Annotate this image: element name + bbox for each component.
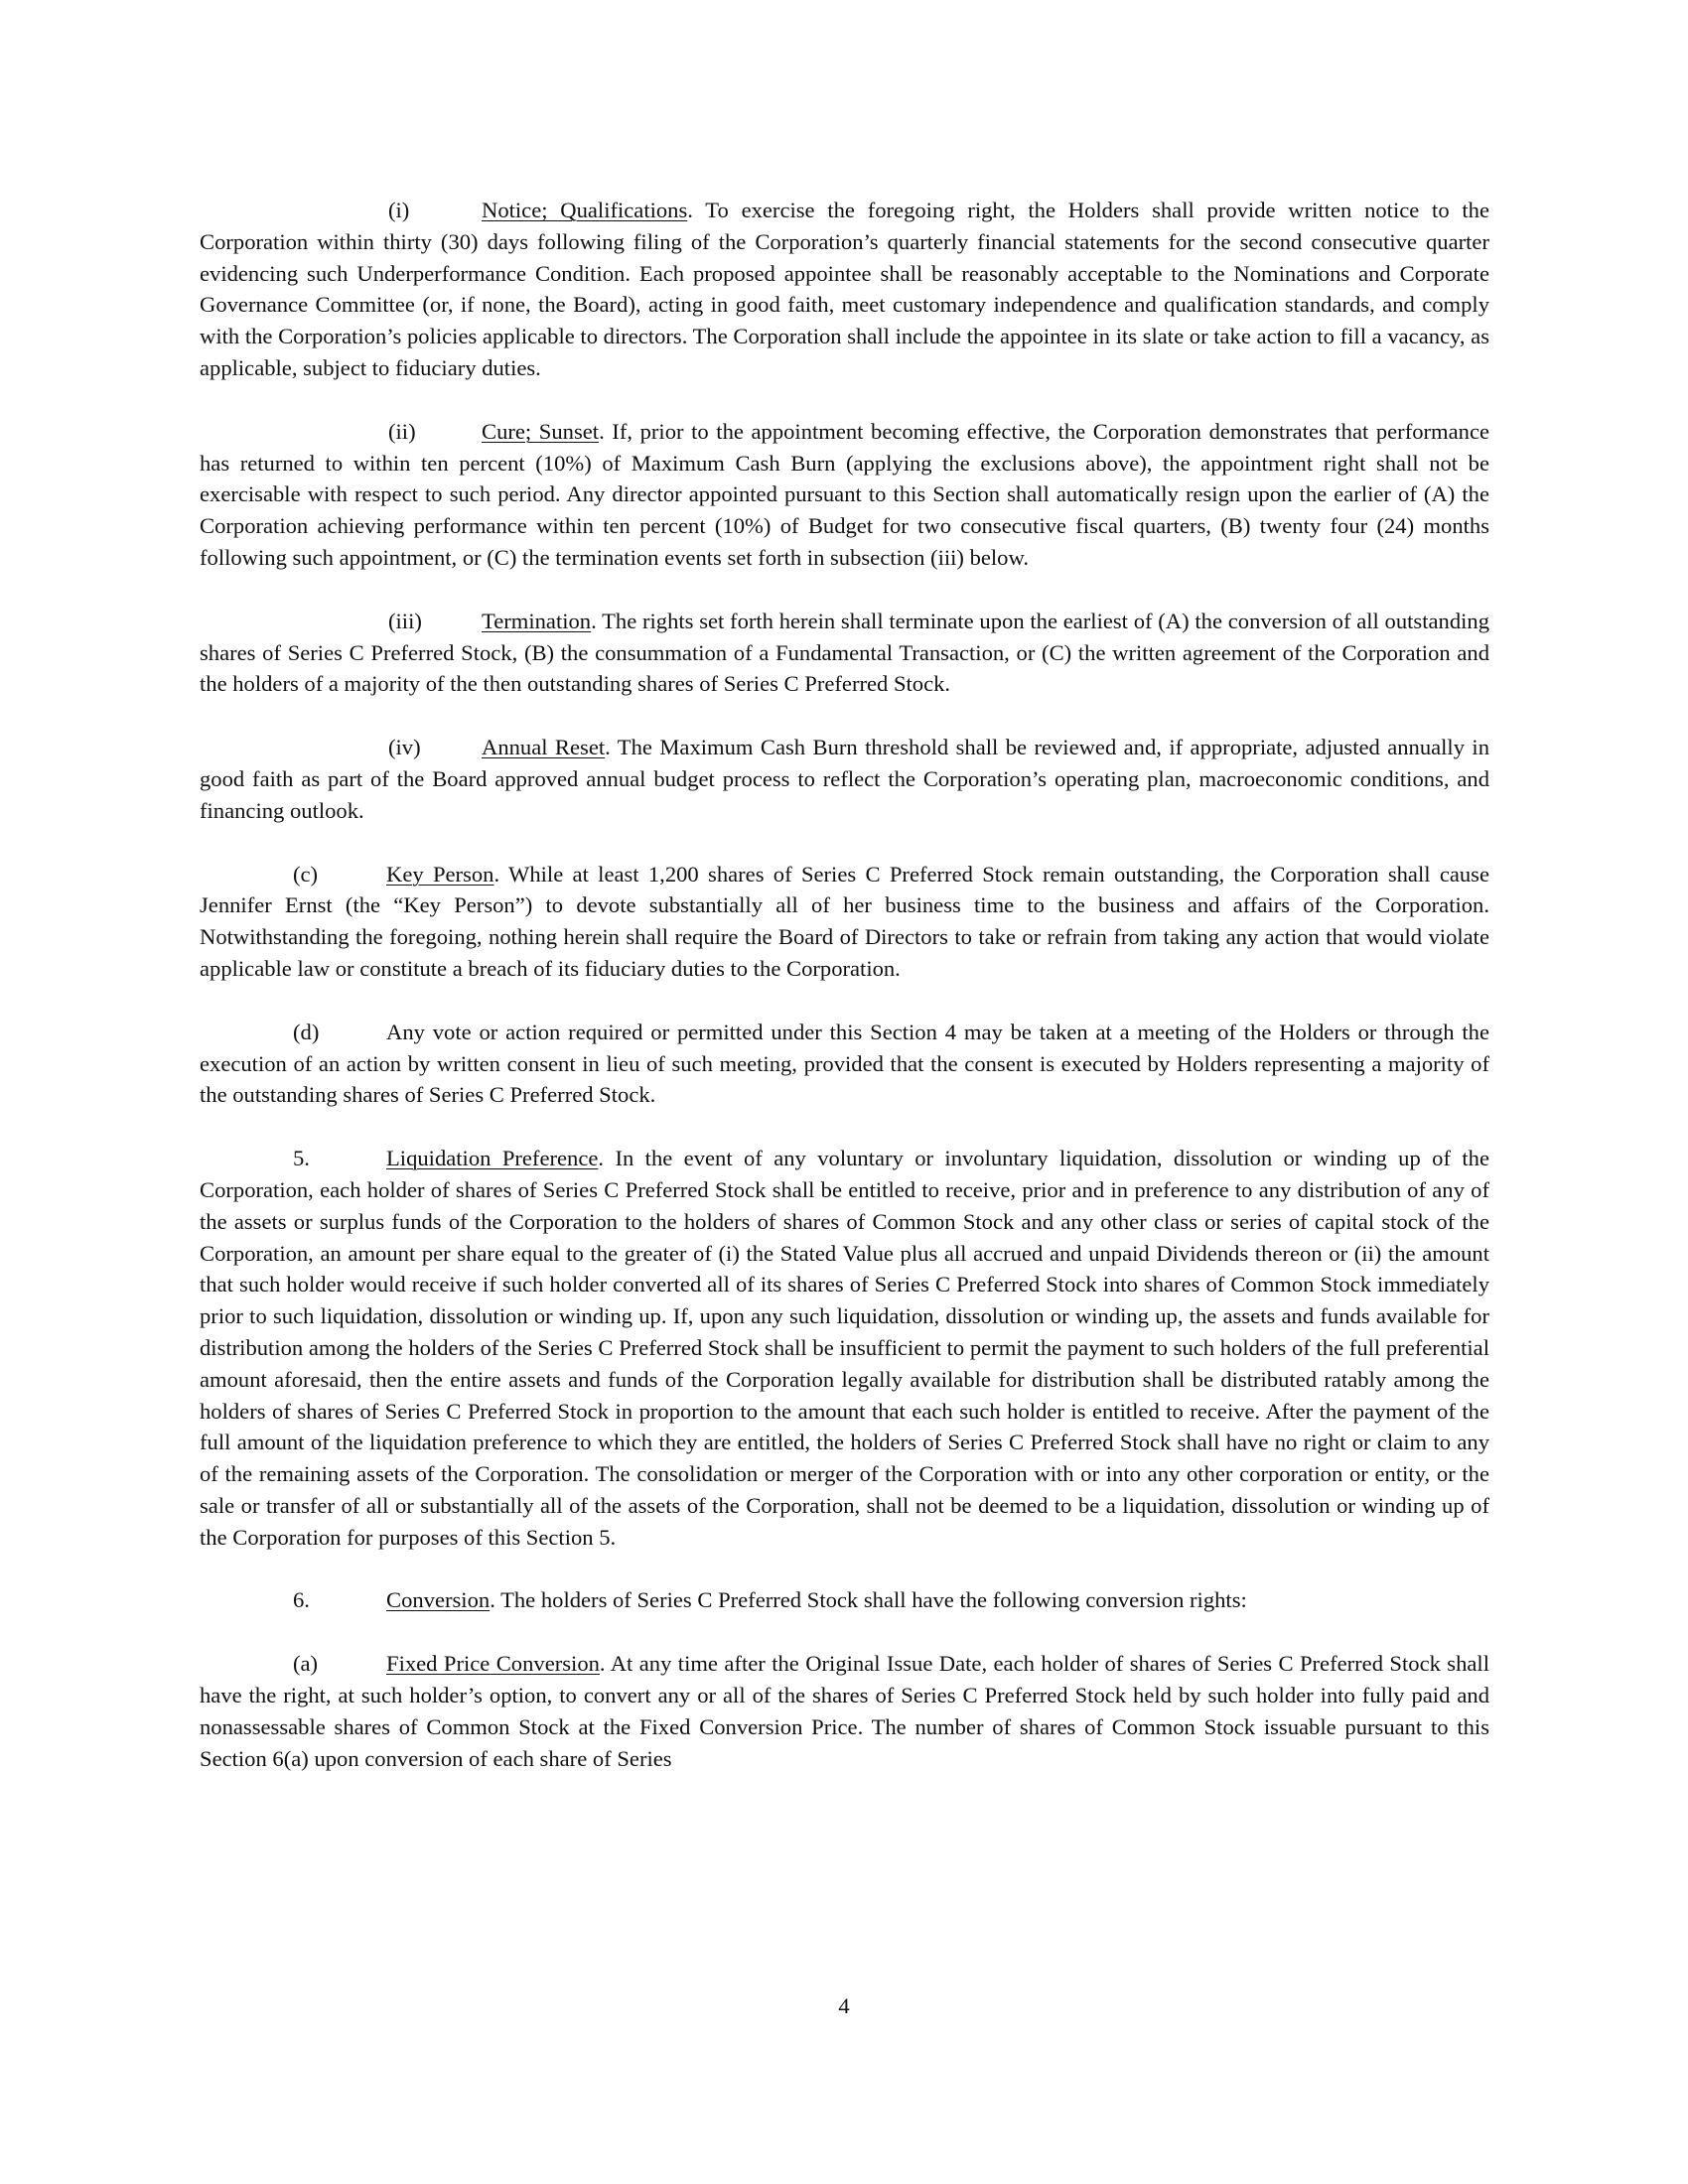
paragraph-i — [200, 195, 1489, 384]
paragraph-heading: Notice; Qualifications — [482, 198, 688, 222]
paragraph-heading: Conversion — [386, 1587, 491, 1613]
paragraph-5 — [200, 1143, 1489, 1553]
paragraph-number: (a) — [293, 1651, 319, 1677]
paragraph-iii — [200, 606, 1489, 700]
paragraph-text: . At any time after the Original Issue Date, each holder of shares of Series C Preferred Stock shall have the right, at such holder’s option, to convert any or all of the shares of Series C Preferred Stock held by such holder into fully paid and nonassessable shares of Common Stock at the Fixed Conversion Price. The number of shares of Common Stock issuable pursuant to this Section 6(a) upon conversion of each share of Series — [200, 1651, 1489, 1771]
paragraph-number: 6. — [293, 1587, 310, 1613]
paragraph-iv — [200, 732, 1489, 826]
paragraph-a — [200, 1648, 1489, 1774]
page-number: 4 — [838, 1993, 850, 2018]
paragraph-text: . To exercise the foregoing right, the Holders shall provide written notice to the Corporation within thirty (30) days following filing of the Corporation’s quarterly financial statements for the second consecutive quarter evidencing such Underperformance Condition. Each proposed appointee shall be reasonably acceptable to the Nominations and Corporate Governance Committee (or, if none, the Board), acting in good faith, meet customary independence and qualification standards, and comply with the Corporation’s policies applicable to directors. The Corporation shall include the appointee in its slate or take action to fill a vacancy, as applicable, subject to fiduciary duties. — [200, 198, 1489, 380]
paragraph-heading: Termination — [482, 608, 592, 633]
paragraph-text: . The rights set forth herein shall terminate upon the earliest of (A) the conversion of all outstanding shares of Series C Preferred Stock, (B) the consummation of a Fundamental Transaction, or (C) the written agreement of the Corporation and the holders of a majority of the then outstanding shares of Series C Preferred Stock. — [200, 608, 1489, 697]
paragraph-heading: Cure; Sunset — [482, 418, 600, 444]
paragraph-text: . The Maximum Cash Burn threshold shall be reviewed and, if appropriate, adjusted annually in good faith as part of the Board approved annual budget process to reflect the Corporation’s operating plan, macroeconomic conditions, and financing outlook. — [200, 735, 1490, 823]
paragraph-number: (iii) — [388, 608, 422, 633]
paragraph-text: . In the event of any voluntary or involuntary liquidation, dissolution or winding up of the Corporation, each holder of shares of Series C Preferred Stock shall be entitled to receive, prior and in preference to any distribution of any of the assets or surplus funds of the Corporation to the holders of shares of Common Stock and any other class or series of capital stock of the Corporation, an amount per share equal to the greater of (i) the Stated Value plus all accrued and unpaid Dividends thereon or (ii) the amount that such holder would receive if such holder converted all of its shares of Series C Preferred Stock into shares of Common Stock immediately prior to such liquidation, dissolution or winding up. If, upon any such liquidation, dissolution or winding up, the assets and funds available for distribution among the holders of the Series C Preferred Stock shall be insufficient to permit the payment to such holders of the full preferential amount aforesaid, then the entire assets and funds of the Corporation legally available for distribution shall be distributed ratably among the holders of shares of Series C Preferred Stock in proportion to the amount that each such holder is entitled to receive. After the payment of the full amount of the liquidation preference to which they are entitled, the holders of Series C Preferred Stock shall have no right or claim to any of the remaining assets of the Corporation. The consolidation or merger of the Corporation with or into any other corporation or entity, or the sale or transfer of all or substantially all of the assets of the Corporation, shall not be deemed to be a liquidation, dissolution or winding up of the Corporation for purposes of this Section 5. — [200, 1146, 1489, 1550]
document-page — [200, 195, 1489, 1774]
paragraph-6 — [200, 1584, 1489, 1616]
paragraph-text: Any vote or action required or permitted under this Section 4 may be taken at a meeting of the Holders or through the execution of an action by written consent in lieu of such meeting, provided that the consent is executed by Holders representing a majority of the outstanding shares of Series C Preferred Stock. — [200, 1019, 1489, 1108]
paragraph-d — [200, 1017, 1489, 1111]
paragraph-text: . If, prior to the appointment becoming effective, the Corporation demonstrates that performance has returned to within ten percent (10%) of Maximum Cash Burn (applying the exclusions above), the appointment right shall not be exercisable with respect to such period. Any director appointed pursuant to this Section shall automatically resign upon the earlier of (A) the Corporation achieving performance within ten percent (10%) of Budget for two consecutive fiscal quarters, (B) twenty four (24) months following such appointment, or (C) the termination events set forth in subsection (iii) below. — [200, 418, 1490, 570]
paragraph-heading: Key Person — [386, 861, 494, 887]
paragraph-text: . The holders of Series C Preferred Stock shall have the following conversion rights: — [490, 1587, 1247, 1613]
paragraph-number: (ii) — [388, 418, 416, 444]
paragraph-c — [200, 859, 1489, 985]
paragraph-heading: Fixed Price Conversion — [386, 1651, 600, 1677]
paragraph-number: 5. — [293, 1146, 310, 1171]
paragraph-heading: Annual Reset — [482, 735, 606, 760]
paragraph-number: (iv) — [388, 735, 421, 760]
paragraph-number: (i) — [388, 198, 410, 222]
paragraph-ii — [200, 416, 1489, 574]
paragraph-text: . While at least 1,200 shares of Series C Preferred Stock remain outstanding, the Corporation shall cause Jennifer Ernst (the “Key Person”) to devote substantially all of her business time to the business and affairs of the Corporation. Notwithstanding the foregoing, nothing herein shall require the Board of Directors to take or refrain from taking any action that would violate applicable law or constitute a breach of its fiduciary duties to the Corporation. — [200, 861, 1490, 981]
paragraph-number: (c) — [293, 861, 319, 887]
paragraph-number: (d) — [293, 1019, 320, 1044]
paragraph-heading: Liquidation Preference — [386, 1146, 599, 1171]
